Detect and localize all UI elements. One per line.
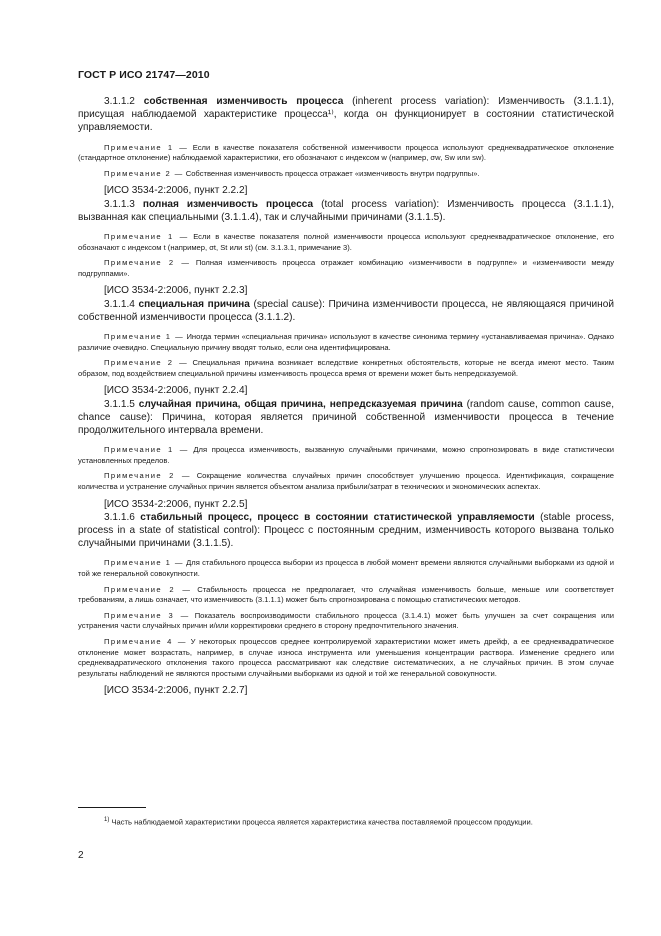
reference-citation: [ИСО 3534-2:2006, пункт 2.2.2]	[104, 185, 248, 197]
note-text: Сокращение количества случайных причин способствует улучшению процесса. Идентификация, сокращение количества и устранение случайных причин является объектом анализа прибыли/затрат в технических и экономических аспектах.	[78, 471, 614, 491]
footnote-text: Часть наблюдаемой характеристики процесса является характеристика качества поставляемой процессом продукции.	[111, 817, 533, 827]
page-content	[78, 95, 614, 698]
definition-text: (total process variation): Изменчивость процесса (3.1.1.1), вызванная как специальными (3.1.1.4), так и случайными причинами (3.1.1.5).	[78, 198, 615, 223]
page-number: 2	[78, 850, 84, 861]
definition-text: (random cause, common cause, chance cause): Причина, которая является причиной собственной изменчивости процесса в течение продолжительного интервала времени.	[78, 398, 614, 436]
definition-term: полная изменчивость процесса	[142, 198, 314, 210]
note-paragraph	[78, 143, 614, 164]
note-text: Специальная причина возникает вследствие конкретных обстоятельств, которые не всегда имеют место. Таким образом, под воздействием специальной причины изменчивость процесса время от времени может быть непредсказуемой.	[78, 358, 614, 378]
definition-term: стабильный процесс, процесс в состоянии статистической управляемости	[140, 511, 535, 523]
definition-paragraph	[78, 398, 614, 438]
definition-term: случайная причина, общая причина, непредсказуемая причина	[138, 398, 463, 410]
note-paragraph	[78, 471, 614, 492]
note-label: Примечание 1 —	[104, 232, 189, 241]
definition-term: специальная причина	[138, 298, 250, 310]
note-label: Примечание 2 —	[104, 258, 191, 268]
reference-citation: [ИСО 3534-2:2006, пункт 2.2.3]	[104, 285, 248, 297]
note-text: Для стабильного процесса выборки из процесса в любой момент времени являются случайными выборками из одной и той же генеральной совокупности.	[78, 558, 614, 578]
note-paragraph	[78, 585, 614, 606]
note-text: Собственная изменчивость процесса отражает «изменчивость внутри подгруппы».	[185, 168, 480, 178]
note-label: Примечание 1 —	[104, 558, 184, 568]
note-paragraph	[78, 637, 614, 679]
note-label: Примечание 2 —	[104, 471, 191, 481]
note-label: Примечание 2 —	[104, 358, 189, 368]
reference-citation: [ИСО 3534-2:2006, пункт 2.2.5]	[104, 498, 248, 510]
definition-text: (stable process, process in a state of statistical control): Процесс с постоянным средним, изменчивость которого вызвана только случайными причинами (3.1.1.5).	[78, 511, 615, 550]
document-header: ГОСТ Р ИСО 21747—2010	[78, 69, 210, 81]
footnote-separator	[78, 807, 146, 808]
footnote-mark: 1)	[104, 817, 110, 823]
note-paragraph	[78, 258, 614, 279]
note-label: Примечание 3 —	[104, 610, 190, 620]
note-text: Иногда термин «специальная причина» используют в качестве синонима термину «устанавливаемая причина». Однако различие очевидно. Специальную причину вводят только, если она идентифицирована.	[78, 331, 614, 352]
note-label: Примечание 1 —	[104, 331, 185, 341]
note-text: Полная изменчивость процесса отражает комбинацию «изменчивости в подгруппе» и «изменчивости между подгруппами».	[78, 258, 614, 278]
definition-paragraph	[78, 298, 614, 324]
note-label: Примечание 2 —	[104, 584, 192, 594]
footnote	[78, 815, 614, 828]
definition-paragraph	[78, 95, 614, 135]
note-text: Если в качестве показателя полной изменчивости процесса используют среднеквадратическое отклонение, его обозначают с индексом t (например, σt, St или st) (см. 3.1.3.1, примечание 3).	[78, 232, 614, 252]
definition-term: собственная изменчивость процесса	[143, 96, 344, 107]
note-label: Примечание 1 —	[104, 445, 189, 455]
reference-citation: [ИСО 3534-2:2006, пункт 2.2.4]	[104, 385, 248, 397]
reference-citation: [ИСО 3534-2:2006, пункт 2.2.7]	[104, 685, 248, 697]
definition-number: 3.1.1.6	[104, 511, 135, 523]
note-text: У некоторых процессов среднее контролируемой характеристики может иметь дрейф, а ее среднеквадратическое отклонение может возрастать, например, в случае износа инструмента или уменьшения концентрации раствора. Изменение среднего или среднеквадратического отклонения такого процесса рассматривают как следствие систематических, а не случайных причин. В этом случае результаты наблюдений не являются простыми случайными выборками из одной и той же генеральной совокупности.	[78, 636, 614, 678]
note-paragraph	[78, 232, 614, 253]
definition-number: 3.1.1.3	[104, 198, 135, 210]
definition-text: (inherent process variation): Изменчивость (3.1.1.1), присущая наблюдаемой характеристике процесса¹⁾, когда он функционирует в состоянии статистической управляемости.	[78, 96, 615, 134]
definition-paragraph	[78, 198, 614, 224]
note-paragraph	[78, 445, 614, 466]
definition-text: (special cause): Причина изменчивости процесса, не являющаяся причиной собственной изменчивости процесса (3.1.1.2).	[78, 298, 614, 323]
note-paragraph	[78, 332, 614, 353]
note-label: Примечание 4 —	[104, 636, 187, 646]
note-paragraph	[78, 558, 614, 579]
note-label: Примечание 1 —	[104, 142, 189, 152]
note-paragraph	[78, 358, 614, 379]
definition-number: 3.1.1.4	[104, 298, 135, 310]
note-text: Стабильность процесса не предполагает, что случайная изменчивость больше, меньше или соответствует требованиям, а лишь означает, что изменчивость (3.1.1.1) может быть спрогнозирована с помощью статистических методов.	[78, 584, 614, 605]
note-text: Показатель воспроизводимости стабильного процесса (3.1.4.1) может быть улучшен за счет сокращения или устранения части случайных причин и/или корректировки среднего в сторону предпочтительного значения.	[78, 610, 615, 631]
note-text: Если в качестве показателя собственной изменчивости процесса используют среднеквадратическое отклонение (стандартное отклонение) наблюдаемой характеристики, его обозначают с индексом w (например, σw, Sw или sw).	[78, 142, 614, 163]
definition-number: 3.1.1.2	[104, 96, 135, 107]
note-label: Примечание 2 —	[104, 168, 184, 178]
definition-number: 3.1.1.5	[104, 398, 135, 410]
note-text: Для процесса изменчивость, вызванную случайными причинами, можно спрогнозировать в виде статистически установленных пределов.	[78, 445, 614, 465]
note-paragraph	[78, 169, 614, 180]
note-paragraph	[78, 611, 614, 632]
definition-paragraph	[78, 511, 614, 551]
